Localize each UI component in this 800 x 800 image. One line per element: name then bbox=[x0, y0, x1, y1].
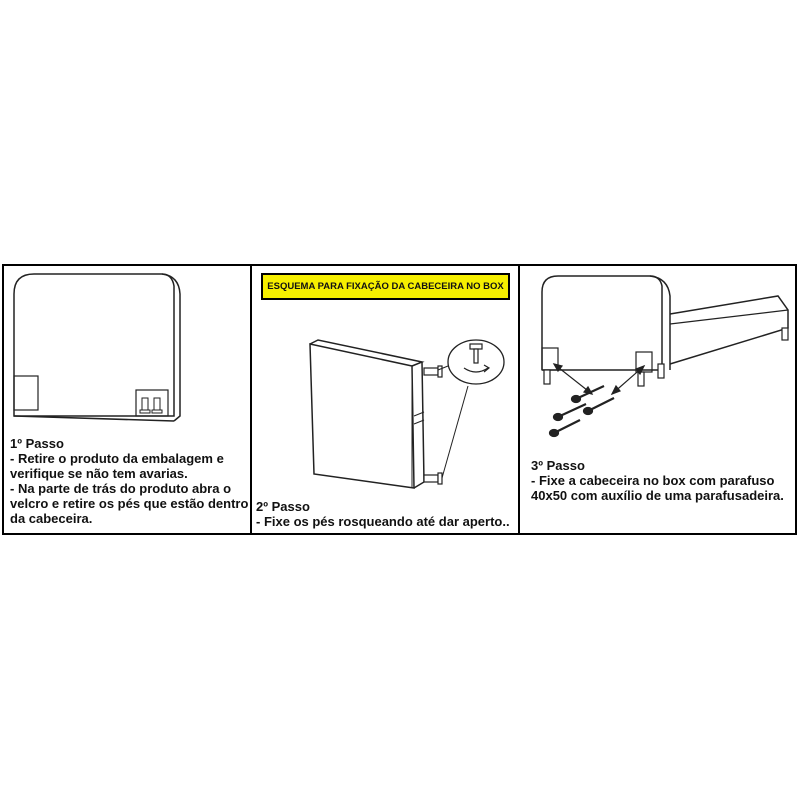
step-2-text: - Fixe os pés rosqueando até dar aperto.. bbox=[256, 514, 510, 529]
step-3-title: 3º Passo bbox=[531, 458, 585, 473]
screws-icon bbox=[550, 386, 614, 436]
foot-upper-icon bbox=[424, 366, 442, 377]
step-1-text: - Retire o produto da embalagem e verifique se não tem avarias. - Na parte de trás do produto abra o velcro e retire os pés que estão dentro da cabeceira. bbox=[10, 451, 249, 526]
step-3 bbox=[531, 458, 793, 503]
velcro-pocket-left bbox=[14, 376, 38, 410]
instruction-frame bbox=[2, 264, 797, 535]
panel-step-1 bbox=[4, 266, 252, 533]
step-2 bbox=[256, 499, 518, 529]
panel-step-3 bbox=[520, 266, 795, 533]
screw-foot-detail-icon bbox=[464, 344, 489, 372]
step-1 bbox=[10, 436, 250, 526]
diagram-title: ESQUEMA PARA FIXAÇÃO DA CABECEIRA NO BOX bbox=[261, 273, 510, 300]
step-3-text: - Fixe a cabeceira no box com parafuso 40x50 com auxílio de uma parafusadeira. bbox=[531, 473, 784, 503]
panel-step-2 bbox=[252, 266, 520, 533]
legs-icon bbox=[544, 328, 788, 386]
foot-fixing-illustration bbox=[252, 266, 520, 537]
step-2-title: 2º Passo bbox=[256, 499, 310, 514]
step-1-title: 1º Passo bbox=[10, 436, 64, 451]
feet-icon bbox=[140, 398, 162, 413]
foot-lower-icon bbox=[424, 473, 442, 484]
